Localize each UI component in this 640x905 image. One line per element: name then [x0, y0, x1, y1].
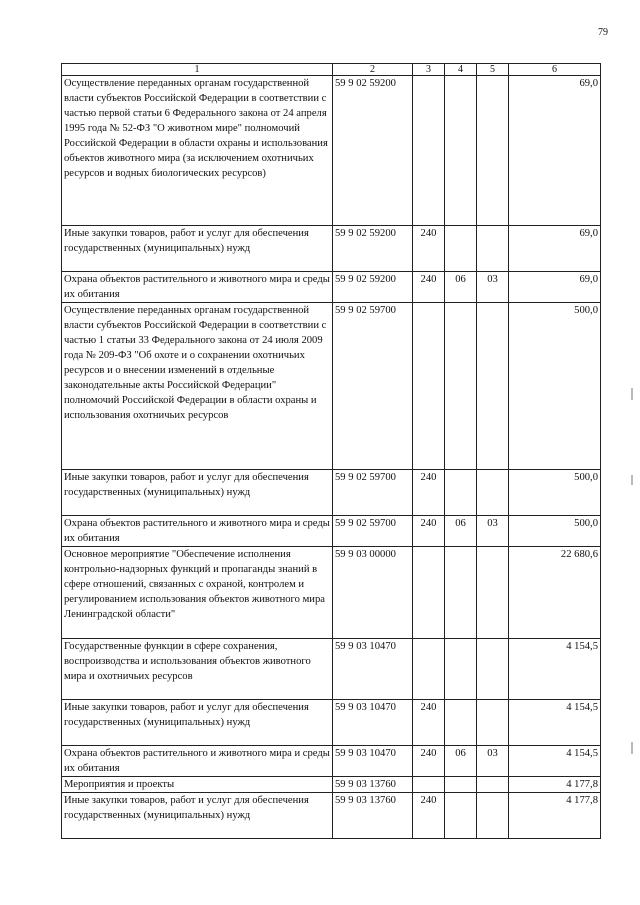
row-section [445, 777, 477, 793]
budget-table [61, 63, 601, 839]
row-section [445, 700, 477, 746]
row-section [445, 226, 477, 272]
row-amount: 69,0 [509, 76, 601, 226]
row-section [445, 76, 477, 226]
row-name: Основное мероприятие "Обеспечение исполнения контрольно-надзорных функций и пропаганды знаний в сфере отношений, связанных с охраной, контролем и регулированием использования объектов животного мира Ленинградской области" [62, 547, 333, 639]
table-row [62, 470, 601, 516]
row-subsection [477, 777, 509, 793]
header-row [62, 64, 601, 76]
table-row [62, 793, 601, 839]
table-row [62, 226, 601, 272]
page-number: 79 [598, 27, 608, 38]
row-amount: 500,0 [509, 516, 601, 547]
table-row [62, 746, 601, 777]
row-amount: 500,0 [509, 470, 601, 516]
row-amount: 69,0 [509, 226, 601, 272]
row-name: Государственные функции в сфере сохранения, воспроизводства и использования объектов животного мира и охотничьих ресурсов [62, 639, 333, 700]
row-code: 59 9 02 59200 [333, 272, 413, 303]
row-subsection [477, 303, 509, 470]
row-code: 59 9 03 10470 [333, 700, 413, 746]
row-subsection: 03 [477, 272, 509, 303]
table-row [62, 777, 601, 793]
row-subsection [477, 700, 509, 746]
row-section: 06 [445, 272, 477, 303]
row-subsection [477, 639, 509, 700]
row-section [445, 793, 477, 839]
table-row [62, 639, 601, 700]
row-subsection [477, 76, 509, 226]
row-code: 59 9 03 10470 [333, 639, 413, 700]
row-amount: 4 154,5 [509, 700, 601, 746]
row-name: Охрана объектов растительного и животного мира и среды их обитания [62, 272, 333, 303]
row-cs: 240 [413, 470, 445, 516]
row-amount: 4 177,8 [509, 793, 601, 839]
row-code: 59 9 02 59700 [333, 303, 413, 470]
row-cs: 240 [413, 516, 445, 547]
row-name: Мероприятия и проекты [62, 777, 333, 793]
row-amount: 4 154,5 [509, 639, 601, 700]
row-section [445, 470, 477, 516]
row-code: 59 9 03 13760 [333, 793, 413, 839]
scan-edge-mark [631, 742, 633, 754]
column-header-section: 4 [445, 64, 477, 76]
table-row [62, 700, 601, 746]
row-cs: 240 [413, 272, 445, 303]
row-code: 59 9 03 13760 [333, 777, 413, 793]
row-cs: 240 [413, 793, 445, 839]
row-amount: 500,0 [509, 303, 601, 470]
row-name: Иные закупки товаров, работ и услуг для обеспечения государственных (муниципальных) нужд [62, 700, 333, 746]
row-name: Осуществление переданных органам государственной власти субъектов Российской Федерации в соответствии с частью первой статьи 6 Федерального закона от 24 апреля 1995 года № 52-ФЗ "О животном мире" полномочий Российской Федерации в области охраны и использования объектов животного мира (за исключением охотничьих ресурсов и водных биологических ресурсов) [62, 76, 333, 226]
column-header-subsection: 5 [477, 64, 509, 76]
table-row [62, 303, 601, 470]
row-subsection [477, 470, 509, 516]
row-name: Охрана объектов растительного и животного мира и среды их обитания [62, 516, 333, 547]
row-cs [413, 76, 445, 226]
row-cs: 240 [413, 746, 445, 777]
column-header-cs: 3 [413, 64, 445, 76]
row-subsection: 03 [477, 516, 509, 547]
row-code: 59 9 02 59200 [333, 226, 413, 272]
scan-edge-mark [631, 475, 633, 485]
row-amount: 4 154,5 [509, 746, 601, 777]
row-cs [413, 777, 445, 793]
row-subsection [477, 226, 509, 272]
column-header-name: 1 [62, 64, 333, 76]
row-section [445, 639, 477, 700]
row-subsection [477, 793, 509, 839]
table-row [62, 76, 601, 226]
scan-edge-mark [631, 388, 633, 400]
row-amount: 4 177,8 [509, 777, 601, 793]
row-subsection: 03 [477, 746, 509, 777]
row-cs [413, 639, 445, 700]
row-code: 59 9 02 59200 [333, 76, 413, 226]
row-code: 59 9 03 00000 [333, 547, 413, 639]
row-name: Иные закупки товаров, работ и услуг для обеспечения государственных (муниципальных) нужд [62, 226, 333, 272]
row-section: 06 [445, 516, 477, 547]
column-header-code: 2 [333, 64, 413, 76]
row-cs [413, 547, 445, 639]
row-code: 59 9 03 10470 [333, 746, 413, 777]
row-cs: 240 [413, 226, 445, 272]
row-section: 06 [445, 746, 477, 777]
table-row [62, 547, 601, 639]
row-name: Иные закупки товаров, работ и услуг для обеспечения государственных (муниципальных) нужд [62, 793, 333, 839]
row-name: Иные закупки товаров, работ и услуг для обеспечения государственных (муниципальных) нужд [62, 470, 333, 516]
row-name: Охрана объектов растительного и животного мира и среды их обитания [62, 746, 333, 777]
row-section [445, 547, 477, 639]
row-amount: 22 680,6 [509, 547, 601, 639]
row-subsection [477, 547, 509, 639]
row-code: 59 9 02 59700 [333, 516, 413, 547]
column-header-amount: 6 [509, 64, 601, 76]
row-cs: 240 [413, 700, 445, 746]
table-row [62, 516, 601, 547]
row-cs [413, 303, 445, 470]
row-code: 59 9 02 59700 [333, 470, 413, 516]
table-row [62, 272, 601, 303]
row-section [445, 303, 477, 470]
row-name: Осуществление переданных органам государственной власти субъектов Российской Федерации в соответствии с частью 1 статьи 33 Федерального закона от 24 июля 2009 года № 209-ФЗ "Об охоте и о сохранении охотничьих ресурсов и о внесении изменений в отдельные законодательные акты Российской Федерации" полномочий Российской Федерации в области охраны и использования охотничьих ресурсов [62, 303, 333, 470]
row-amount: 69,0 [509, 272, 601, 303]
